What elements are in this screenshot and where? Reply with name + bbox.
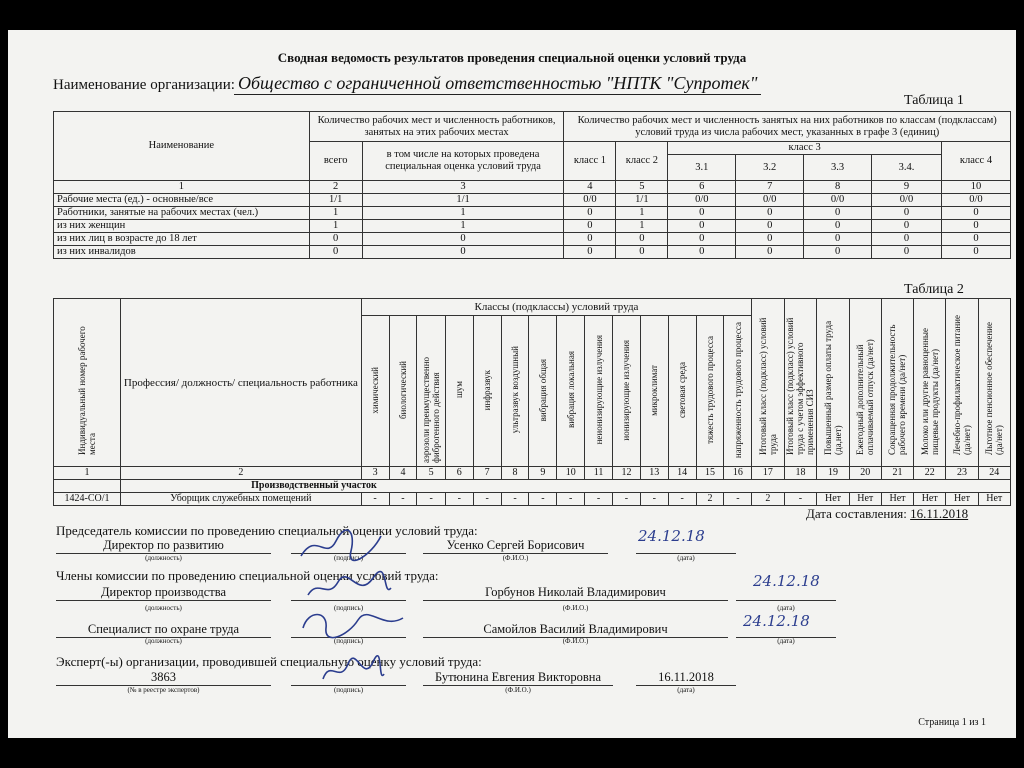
caption-fio: (Ф.И.О.) xyxy=(562,637,589,645)
t2-workplace-id: 1424-СО/1 xyxy=(54,493,121,506)
t1-cell: 0 xyxy=(941,246,1010,259)
t1-row-name: Рабочие места (ед.) - основные/все xyxy=(54,194,310,207)
t1-header-sub: 3.2 xyxy=(736,155,804,181)
t2-header-profession: Профессия/ должность/ специальность работника xyxy=(121,299,362,467)
t2-header-extra: Сокращенная продолжительность рабочего времени (да/нет) xyxy=(881,299,913,467)
t2-cell: - xyxy=(613,493,641,506)
t2-colnum-row xyxy=(54,467,1011,480)
t1-cell: 0 xyxy=(941,233,1010,246)
t1-cell: 0 xyxy=(564,207,616,220)
t2-cell: - xyxy=(724,493,752,506)
t1-colnum: 9 xyxy=(872,181,942,194)
t1-cell: 0 xyxy=(309,233,362,246)
caption-date: (дата) xyxy=(677,686,695,694)
t1-cell: 0 xyxy=(804,246,872,259)
member-signature-icon xyxy=(298,608,408,642)
t1-cell: 0 xyxy=(736,220,804,233)
org-name: Общество с ограниченной ответственностью "НПТК "Супротек" xyxy=(234,73,761,95)
t1-row xyxy=(54,194,1011,207)
t1-cell: 0 xyxy=(941,207,1010,220)
t2-colnum: 14 xyxy=(668,467,696,480)
t2-factor-header: тяжесть трудового процесса xyxy=(696,316,724,467)
t1-cell: 1 xyxy=(362,207,564,220)
member-position: Директор производства xyxy=(56,585,271,601)
t1-row xyxy=(54,246,1011,259)
t2-cell: 2 xyxy=(752,493,784,506)
t2-colnum: 5 xyxy=(417,467,445,480)
t2-colnum: 13 xyxy=(640,467,668,480)
t2-colnum: 20 xyxy=(849,467,881,480)
t2-colnum: 6 xyxy=(445,467,473,480)
t2-colnum: 22 xyxy=(914,467,946,480)
caption-position: (должность) xyxy=(145,637,182,645)
t1-colnum: 5 xyxy=(616,181,668,194)
t1-cell: 0 xyxy=(668,220,736,233)
t2-cell: Нет xyxy=(849,493,881,506)
t2-header-extra: Молоко или другие равноценные пищевые продукты (да/нет) xyxy=(914,299,946,467)
caption-fio: (Ф.И.О.) xyxy=(562,604,589,612)
t2-header-classes: Классы (подклассы) условий труда xyxy=(361,299,752,316)
t2-colnum: 1 xyxy=(54,467,121,480)
member-name: Горбунов Николай Владимирович xyxy=(423,585,728,601)
caption-signature: (подпись) xyxy=(333,554,364,562)
t2-cell: - xyxy=(640,493,668,506)
t1-cell: 0 xyxy=(736,233,804,246)
t1-cell: 0 xyxy=(804,233,872,246)
expert-date: 16.11.2018 xyxy=(636,670,736,686)
caption-date: (дата) xyxy=(677,554,695,562)
table1-label: Таблица 1 xyxy=(904,93,964,108)
t1-row xyxy=(54,207,1011,220)
t2-cell: - xyxy=(529,493,557,506)
t1-cell: 0 xyxy=(872,207,942,220)
t1-row-name: из них инвалидов xyxy=(54,246,310,259)
member-date: 24.12.18 xyxy=(753,572,820,590)
t1-cell: 0 xyxy=(736,246,804,259)
t1-cell: 1/1 xyxy=(362,194,564,207)
t2-factor-header: микроклимат xyxy=(640,316,668,467)
t1-row xyxy=(54,233,1011,246)
caption-fio: (Ф.И.О.) xyxy=(502,554,529,562)
t2-cell: - xyxy=(473,493,501,506)
t2-factor-header: неионизирующие излучения xyxy=(585,316,613,467)
t1-cell: 0 xyxy=(804,207,872,220)
t1-header-sub: 3.4. xyxy=(872,155,942,181)
t2-colnum: 3 xyxy=(361,467,389,480)
t2-factor-header: вибрация общая xyxy=(529,316,557,467)
t1-header-class3: класс 3 xyxy=(668,142,942,155)
t1-cell: 0 xyxy=(309,246,362,259)
chair-signature-icon xyxy=(296,526,386,566)
t1-header-classes: Количество рабочих мест и численность занятых на них работников по классам (подклассам) условий труда из числа рабочих мест, указанных в графе 3 (единиц) xyxy=(564,112,1011,142)
t2-colnum: 17 xyxy=(752,467,784,480)
caption-date: (дата) xyxy=(777,637,795,645)
t1-colnum: 10 xyxy=(941,181,1010,194)
chair-position: Директор по развитию xyxy=(56,538,271,554)
t2-colnum: 24 xyxy=(978,467,1010,480)
member-name: Самойлов Василий Владимирович xyxy=(423,622,728,638)
t1-cell: 0 xyxy=(564,233,616,246)
table2-label: Таблица 2 xyxy=(904,282,964,297)
t2-factor-header: ультразвук воздушный xyxy=(501,316,529,467)
member-date: 24.12.18 xyxy=(743,612,810,630)
t1-cell: 1 xyxy=(616,207,668,220)
chair-title: Председатель комиссии по проведению специальной оценки условий труда: xyxy=(56,523,478,538)
t1-cell: 0 xyxy=(616,233,668,246)
t2-colnum: 11 xyxy=(585,467,613,480)
t2-colnum: 7 xyxy=(473,467,501,480)
t1-cell: 1/1 xyxy=(309,194,362,207)
t1-body xyxy=(54,194,1011,259)
t2-factor-header: аэрозоли преимущественно фиброгенного действия xyxy=(417,316,445,467)
chair-name: Усенко Сергей Борисович xyxy=(423,538,608,554)
caption-fio: (Ф.И.О.) xyxy=(505,686,531,694)
t1-cell: 0 xyxy=(668,233,736,246)
t1-colnum: 2 xyxy=(309,181,362,194)
org-label: Наименование организации: xyxy=(53,77,235,93)
t1-row xyxy=(54,220,1011,233)
t2-colnum: 16 xyxy=(724,467,752,480)
caption-date: (дата) xyxy=(777,604,795,612)
t1-header-total: всего xyxy=(309,142,362,181)
t2-cell: Нет xyxy=(881,493,913,506)
t1-header-places: Количество рабочих мест и численность работников, занятых на этих рабочих местах xyxy=(309,112,564,142)
t1-cell: 0 xyxy=(668,246,736,259)
t2-section-title: Производственный участок xyxy=(121,480,1011,493)
t2-cell: Нет xyxy=(978,493,1010,506)
t1-header-name: Наименование xyxy=(54,112,310,181)
t1-cell: 0 xyxy=(804,220,872,233)
t1-cell: 0 xyxy=(564,220,616,233)
t1-cell: 0 xyxy=(564,246,616,259)
t1-cell: 1 xyxy=(362,220,564,233)
t1-cell: 0/0 xyxy=(736,194,804,207)
t2-header-extra: Повышенный размер оплаты труда (да,нет) xyxy=(817,299,849,467)
t2-cell: - xyxy=(445,493,473,506)
t1-colnum: 4 xyxy=(564,181,616,194)
t2-colnum: 18 xyxy=(784,467,817,480)
t1-header-class1: класс 1 xyxy=(564,142,616,181)
t1-header-class2: класс 2 xyxy=(616,142,668,181)
t2-header-extra: Лечебно-профилактическое питание (да/нет) xyxy=(946,299,978,467)
workplace-table xyxy=(53,298,1011,506)
page-number: Страница 1 из 1 xyxy=(918,717,986,728)
t2-cell: - xyxy=(417,493,445,506)
t2-cell: - xyxy=(557,493,585,506)
t2-colnum: 21 xyxy=(881,467,913,480)
t2-cell: Нет xyxy=(914,493,946,506)
t1-cell: 0/0 xyxy=(564,194,616,207)
t1-cell: 1 xyxy=(616,220,668,233)
t1-row-name: из них лиц в возрасте до 18 лет xyxy=(54,233,310,246)
t2-cell: - xyxy=(501,493,529,506)
date-label: Дата составления: xyxy=(806,506,907,521)
member-signature-icon xyxy=(303,570,393,606)
t1-row-name: из них женщин xyxy=(54,220,310,233)
t2-colnum: 2 xyxy=(121,467,362,480)
t2-factor-header: инфразвук xyxy=(473,316,501,467)
t2-colnum: 15 xyxy=(696,467,724,480)
caption-signature: (подпись) xyxy=(333,604,364,612)
date-value: 16.11.2018 xyxy=(910,506,969,521)
t2-factor-header: шум xyxy=(445,316,473,467)
caption-registry: (№ в реестре экспертов) xyxy=(127,686,200,694)
t1-cell: 0 xyxy=(616,246,668,259)
t1-cell: 0/0 xyxy=(941,194,1010,207)
expert-signature-icon xyxy=(318,654,388,690)
t1-cell: 0 xyxy=(872,246,942,259)
expert-number: 3863 xyxy=(56,670,271,686)
t1-cell: 0/0 xyxy=(872,194,942,207)
t2-cell: - xyxy=(585,493,613,506)
t2-data-row xyxy=(54,493,1011,506)
t2-factor-header: биологический xyxy=(389,316,417,467)
t1-header-assessed: в том числе на которых проведена специальная оценка условий труда xyxy=(362,142,564,181)
t1-cell: 0/0 xyxy=(804,194,872,207)
chair-date: 24.12.18 xyxy=(638,527,705,545)
t2-colnum: 23 xyxy=(946,467,978,480)
t1-cell: 0 xyxy=(736,207,804,220)
t1-colnum: 3 xyxy=(362,181,564,194)
t1-colnum: 7 xyxy=(736,181,804,194)
t1-colnum: 8 xyxy=(804,181,872,194)
t2-colnum: 10 xyxy=(557,467,585,480)
t2-cell: 2 xyxy=(696,493,724,506)
t2-cell: - xyxy=(668,493,696,506)
t1-cell: 1 xyxy=(309,220,362,233)
t1-colnum-row xyxy=(54,181,1011,194)
summary-table xyxy=(53,111,1011,259)
t2-cell: - xyxy=(784,493,817,506)
t2-colnum: 8 xyxy=(501,467,529,480)
t1-colnum: 1 xyxy=(54,181,310,194)
t2-header-extra: Итоговый класс (подкласс) условий труда xyxy=(752,299,784,467)
t1-cell: 0 xyxy=(362,233,564,246)
t1-header-sub: 3.3 xyxy=(804,155,872,181)
t1-cell: 1/1 xyxy=(616,194,668,207)
t2-colnum: 9 xyxy=(529,467,557,480)
date-compiled xyxy=(806,506,968,522)
t2-header-extra: Итоговый класс (подкласс) условий труда с учетом эффективного применения СИЗ xyxy=(784,299,817,467)
caption-signature: (подпись) xyxy=(333,637,364,645)
t1-cell: 0 xyxy=(362,246,564,259)
t2-factor-header: химический xyxy=(361,316,389,467)
t1-colnum: 6 xyxy=(668,181,736,194)
t2-factor-header: ионизирующие излучения xyxy=(613,316,641,467)
t1-cell: 0 xyxy=(941,220,1010,233)
t2-cell: Нет xyxy=(817,493,849,506)
member-position: Специалист по охране труда xyxy=(56,622,271,638)
t1-cell: 0 xyxy=(872,233,942,246)
t2-workplace-name: Уборщик служебных помещений xyxy=(121,493,362,506)
members-title: Члены комиссии по проведению специальной оценки условий труда: xyxy=(56,568,439,583)
caption-position: (должность) xyxy=(145,554,182,562)
expert-title: Эксперт(-ы) организации, проводившей специальную оценку условий труда: xyxy=(56,654,482,669)
t1-cell: 0 xyxy=(872,220,942,233)
t2-colnum: 19 xyxy=(817,467,849,480)
t1-row-name: Работники, занятые на рабочих местах (чел.) xyxy=(54,207,310,220)
document-title: Сводная ведомость результатов проведения специальной оценки условий труда xyxy=(277,50,747,65)
t2-factor-header: напряженность трудового процесса xyxy=(724,316,752,467)
t2-cell: - xyxy=(361,493,389,506)
t2-factor-header: вибрация локальная xyxy=(557,316,585,467)
t1-cell: 0 xyxy=(668,207,736,220)
t2-header-extra: Льготное пенсионное обеспечение (да/нет) xyxy=(978,299,1010,467)
document-sheet xyxy=(8,30,1016,738)
t2-section-blank xyxy=(54,480,121,493)
t2-colnum: 12 xyxy=(613,467,641,480)
t1-header-sub: 3.1 xyxy=(668,155,736,181)
t1-cell: 1 xyxy=(309,207,362,220)
t2-colnum: 4 xyxy=(389,467,417,480)
caption-position: (должность) xyxy=(145,604,182,612)
t2-cell: Нет xyxy=(946,493,978,506)
t2-header-id: Индивидуальный номер рабочего места xyxy=(54,299,121,467)
expert-name: Бутюнина Евгения Викторовна xyxy=(423,670,613,686)
t1-header-class4: класс 4 xyxy=(941,142,1010,181)
t2-header-extra: Ежегодный дополнительный оплачиваемый отпуск (да/нет) xyxy=(849,299,881,467)
t1-cell: 0/0 xyxy=(668,194,736,207)
caption-signature: (подпись) xyxy=(333,686,364,694)
t2-factor-header: световая среда xyxy=(668,316,696,467)
t2-cell: - xyxy=(389,493,417,506)
